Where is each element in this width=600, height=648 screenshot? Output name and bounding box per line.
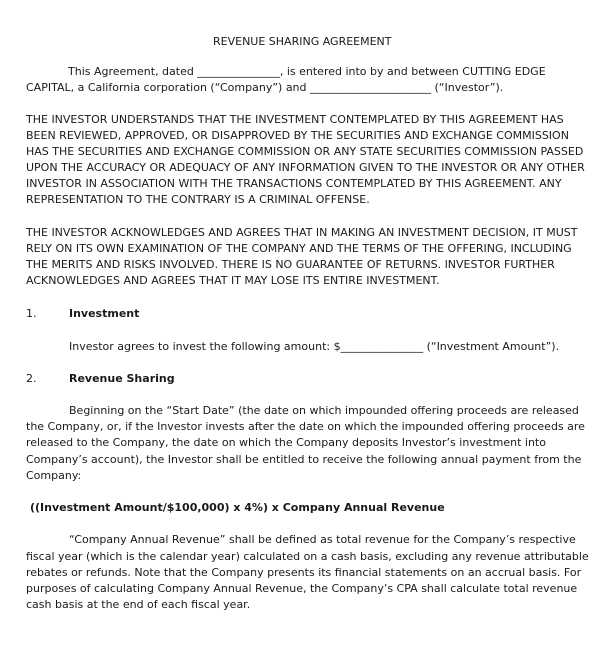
intro-line: CAPITAL, a California corporation (“Company”) and ______________________ (“Investor”).	[26, 81, 504, 94]
definition-line: purposes of calculating Company Annual Revenue, the Company’s CPA shall calculate total revenue	[26, 582, 578, 595]
section-number: 2.	[26, 372, 37, 385]
section-heading: Investment	[69, 307, 140, 320]
revenue-line: the Company, or, if the Investor invests after the date on which the impounded offering proceeds are	[26, 420, 585, 433]
definition-line: cash basis at the end of each fiscal year.	[26, 598, 251, 611]
warning-line: HAS THE SECURITIES AND EXCHANGE COMMISSION OR ANY STATE SECURITIES COMMISSION PASSED	[26, 145, 584, 158]
revenue-line: Beginning on the “Start Date” (the date on which impounded offering proceeds are released	[69, 404, 579, 417]
warning-line: UPON THE ACCURACY OR ADEQUACY OF ANY INFORMATION GIVEN TO THE INVESTOR OR ANY OTHER	[26, 161, 585, 174]
revenue-line: Company:	[26, 469, 82, 482]
definition-line: rebates or refunds. Note that the Company presents its financial statements on an accrual basis. For	[26, 566, 582, 579]
revenue-line: released to the Company, the date on which the Company deposits Investor’s investment into	[26, 436, 546, 449]
acknowledge-line: RELY ON ITS OWN EXAMINATION OF THE COMPANY AND THE TERMS OF THE OFFERING, INCLUDING	[26, 242, 572, 255]
investment-amount-line: Investor agrees to invest the following amount: $_______________ (“Investment Amount”).	[69, 340, 560, 353]
section-heading: Revenue Sharing	[69, 372, 175, 385]
definition-line: fiscal year (which is the calendar year) calculated on a cash basis, excluding any revenue attributable	[26, 550, 589, 563]
acknowledge-line: THE INVESTOR ACKNOWLEDGES AND AGREES THAT IN MAKING AN INVESTMENT DECISION, IT MUST	[26, 226, 578, 239]
warning-line: REPRESENTATION TO THE CONTRARY IS A CRIMINAL OFFENSE.	[26, 193, 370, 206]
warning-line: THE INVESTOR UNDERSTANDS THAT THE INVESTMENT CONTEMPLATED BY THIS AGREEMENT HAS	[26, 113, 564, 126]
payment-formula: ((Investment Amount/$100,000) x 4%) x Company Annual Revenue	[30, 501, 445, 514]
acknowledge-line: THE MERITS AND RISKS INVOLVED. THERE IS NO GUARANTEE OF RETURNS. INVESTOR FURTHER	[26, 258, 555, 271]
definition-line: “Company Annual Revenue” shall be defined as total revenue for the Company’s respective	[69, 533, 576, 546]
document-title: REVENUE SHARING AGREEMENT	[213, 35, 392, 48]
warning-line: BEEN REVIEWED, APPROVED, OR DISAPPROVED BY THE SECURITIES AND EXCHANGE COMMISSION	[26, 129, 569, 142]
revenue-line: Company’s account), the Investor shall be entitled to receive the following annual payment from the	[26, 453, 582, 466]
warning-line: INVESTOR IN ASSOCIATION WITH THE TRANSACTIONS CONTEMPLATED BY THIS AGREEMENT. ANY	[26, 177, 562, 190]
section-number: 1.	[26, 307, 37, 320]
acknowledge-line: ACKNOWLEDGES AND AGREES THAT IT MAY LOSE ITS ENTIRE INVESTMENT.	[26, 274, 440, 287]
intro-line: This Agreement, dated _______________, is entered into by and between CUTTING EDGE	[68, 65, 546, 78]
